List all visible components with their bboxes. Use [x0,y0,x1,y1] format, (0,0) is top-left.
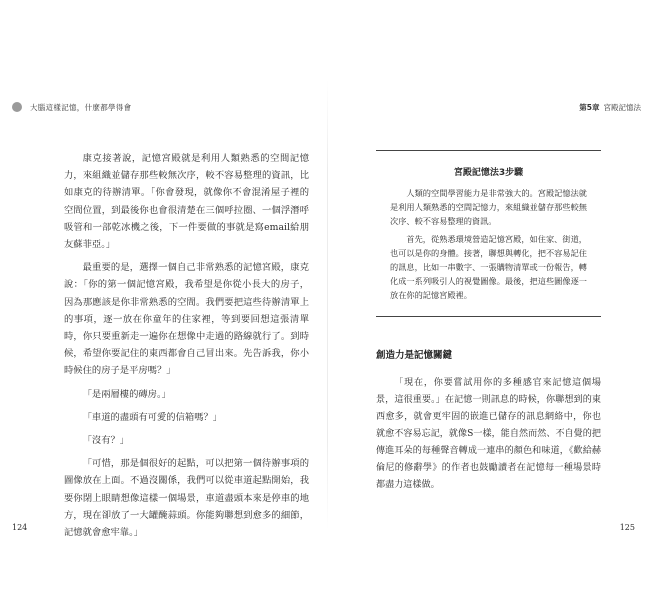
section-heading: 創造力是記憶關鍵 [376,350,453,361]
sidebar-box [376,150,601,317]
right-page-body [376,150,601,494]
paragraph: 「是兩層樓的磚房。」 [82,388,171,400]
paragraph: 最重要的是，選擇一個自己非常熟悉的記憶宮殿，康克說：「你的第一個記憶宮殿，我希望是你從小長大的房子，因為那應該是你非常熟悉的空間。我們要把這些待辦清單上的事項，逐一放在你童年的住家裡，等到要回想這張清單時，你只要重新走一遍你在想像中走過的路線就行了。到時候，希望你要記住的東西都會自己冒出來。先告訴我，你小時候住的房子是平房嗎？」 [64,262,309,377]
right-page-text [376,375,601,494]
chapter-number: 第5章 [579,103,600,112]
book-spine [327,80,328,530]
sidebar-box-title: 宮殿記憶法3步驟 [453,168,524,178]
page-number-right: 125 [619,523,635,532]
running-head-chapter [579,102,641,113]
paragraph: 「現在，你要嘗試用你的多種感官來記憶這個場景，這很重要。」在記憶一則訊息的時候，你聯想到的東西愈多，就會更牢固的嵌進已儲存的訊息網絡中，你也就愈不容易忘記，就像S一樣，能自然而然、不自覺的把傳進耳朵的每種聲音轉成一連串的顏色和味道，《歡給赫倫尼的修辭學》的作者也鼓勵讀者在記憶每一種場景時都盡力這樣做。 [376,378,601,490]
header-bullet-icon [12,102,22,112]
paragraph: 「可惜，那是個很好的起點，可以把第一個待辦事項的圖像放在上面。不過沒關係，我們可以從車道起點開始，我要你閉上眼睛想像這樣一個場景，車道盡頭本來是停車的地方，現在卻放了一大罐醃蒜頭。你能夠聯想到愈多的細節，記憶就會愈牢靠。」 [64,458,309,539]
left-page-body [64,150,309,547]
sidebar-paragraph: 人類的空間學習能力是非常強大的。宮殿記憶法就是利用人類熟悉的空間記憶力，來組織並儲存那些較無次序、較不容易整理的資訊。 [390,188,587,226]
chapter-title: 宮殿記憶法 [603,103,641,112]
running-head-book-title: 大腦這樣記憶，什麼都學得會 [30,103,132,112]
sidebar-paragraph: 首先，從熟悉環境營造記憶宮殿，如住家、街道，也可以是你的身體。接著，聯想與轉化，把不容易記住的訊息，比如一串數字、一張購物清單或一份報告，轉化成一系列吸引人的視覺圖像。最後，把這些圖像逐一放在你的記憶宮殿裡。 [390,234,587,300]
paragraph: 「車道的盡頭有可愛的信箱嗎？」 [82,411,223,423]
paragraph: 康克接著說，記憶宮殿就是利用人類熟悉的空間記憶力，來組織並儲存那些較無次序，較不容易整理的資訊，比如康克的待辦清單。「你會發現，就像你不會混淆屋子裡的空間位置，到最後你也會很清楚在三個呼拉圈、一個浮潛呼吸管和一部乾冰機之後，下一件要做的事就是寫email給朋友蘇菲亞。」 [64,153,309,251]
page-number-left: 124 [12,523,28,532]
paragraph: 「沒有？」 [82,435,130,447]
